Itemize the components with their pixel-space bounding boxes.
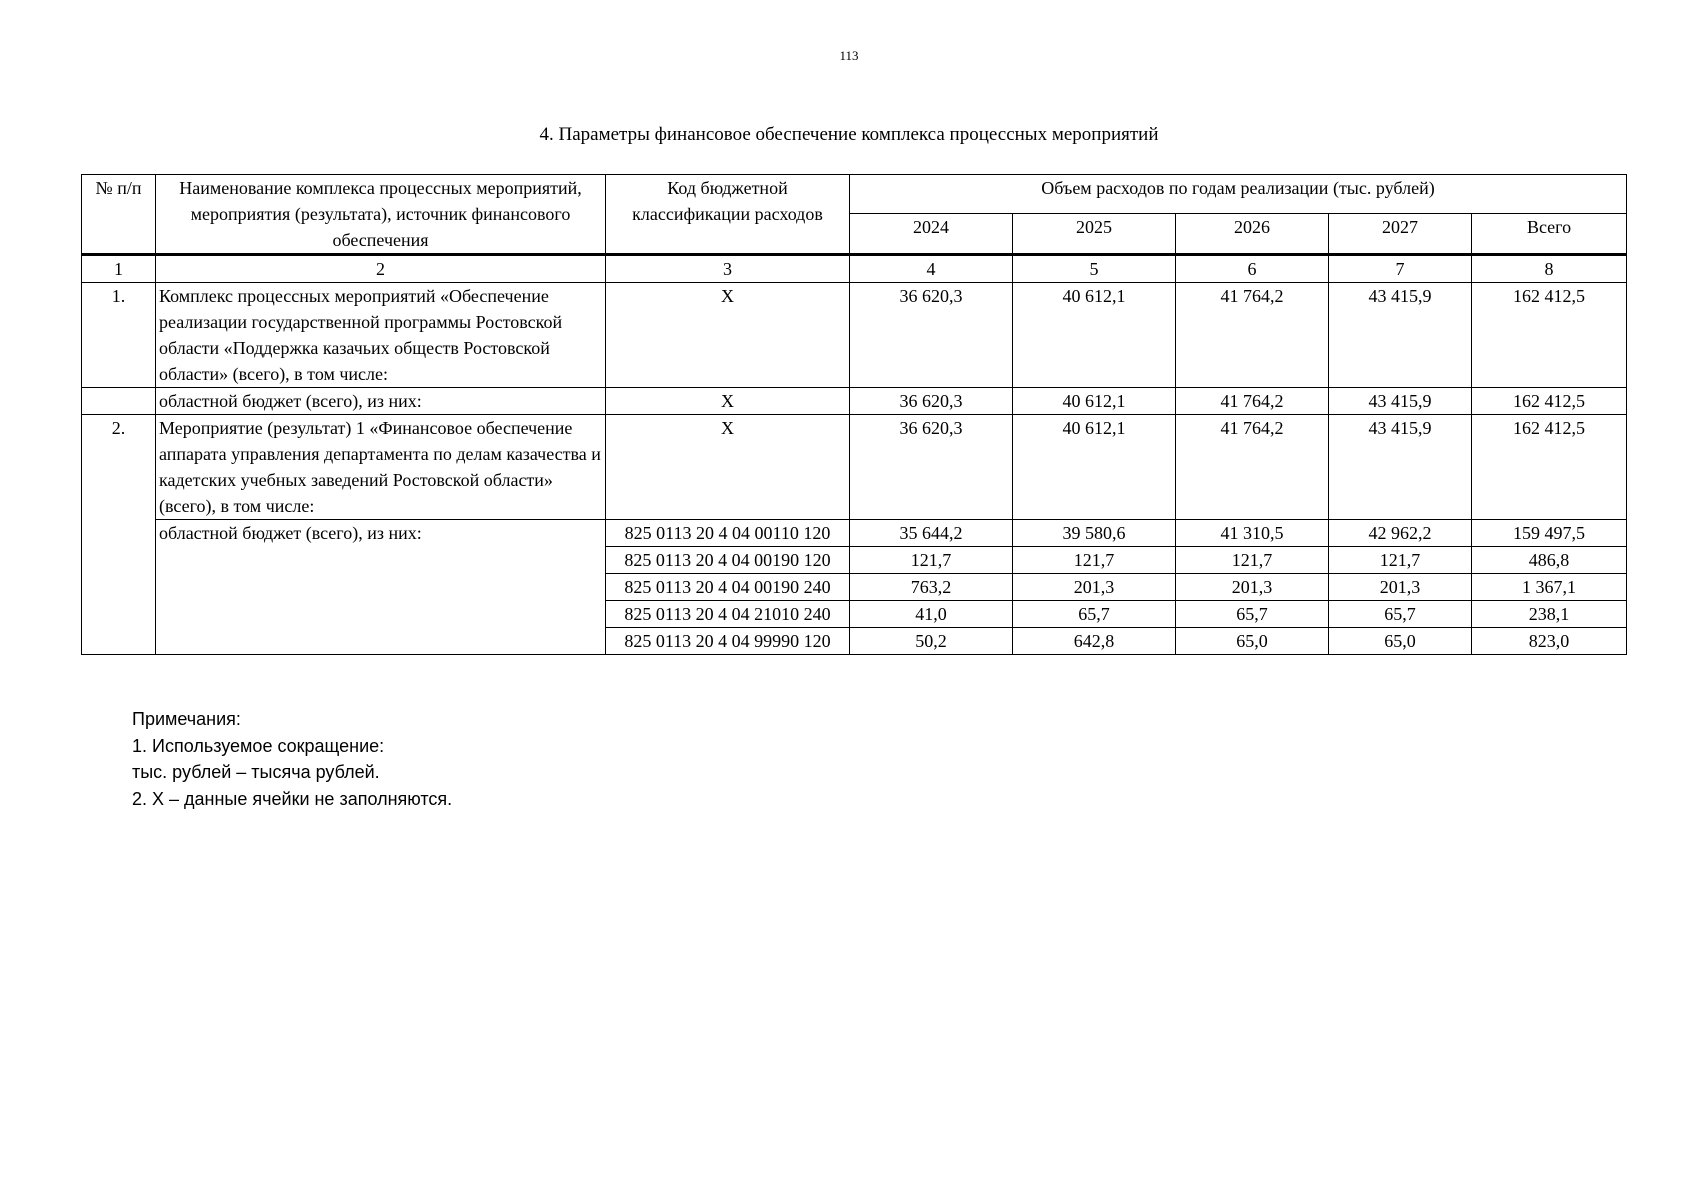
value-2025: 642,8: [1013, 628, 1176, 655]
note-line: тыс. рублей – тысяча рублей.: [132, 762, 380, 782]
row-number: 2.: [82, 415, 156, 655]
row-name: Комплекс процессных мероприятий «Обеспечение реализации государственной программы Ростовской области «Поддержка казачьих обществ Ростовской области» (всего), в том числе:: [156, 283, 606, 388]
header-volume: Объем расходов по годам реализации (тыс. рублей): [850, 175, 1627, 214]
value-2026: 41 764,2: [1176, 415, 1329, 520]
value-2027: 43 415,9: [1329, 415, 1472, 520]
value-2027: 43 415,9: [1329, 283, 1472, 388]
value-2024: 36 620,3: [850, 283, 1013, 388]
header-code: Код бюджетной классификации расходов: [606, 175, 850, 255]
column-number: 5: [1013, 255, 1176, 283]
table-row: [82, 520, 1627, 547]
value-2024: 36 620,3: [850, 415, 1013, 520]
value-2025: 40 612,1: [1013, 388, 1176, 415]
note-line: 1. Используемое сокращение:: [132, 735, 385, 756]
row-code: 825 0113 20 4 04 00110 120: [606, 520, 850, 547]
value-2024: 50,2: [850, 628, 1013, 655]
column-number: 3: [606, 255, 850, 283]
value-2024: 36 620,3: [850, 388, 1013, 415]
value-2025: 40 612,1: [1013, 415, 1176, 520]
header-row: [82, 175, 1627, 214]
row-name: областной бюджет (всего), из них:: [156, 520, 606, 655]
value-2025: 121,7: [1013, 547, 1176, 574]
row-name: Мероприятие (результат) 1 «Финансовое обеспечение аппарата управления департамента по делам казачества и кадетских учебных заведений Ростовской области» (всего), в том числе:: [156, 415, 606, 520]
value-2027: 43 415,9: [1329, 388, 1472, 415]
value-total: 159 497,5: [1472, 520, 1627, 547]
value-2026: 41 764,2: [1176, 283, 1329, 388]
value-2025: 201,3: [1013, 574, 1176, 601]
value-total: 823,0: [1472, 628, 1627, 655]
value-2026: 65,0: [1176, 628, 1329, 655]
value-2025: 40 612,1: [1013, 283, 1176, 388]
value-2026: 201,3: [1176, 574, 1329, 601]
column-number: 6: [1176, 255, 1329, 283]
value-2025: 65,7: [1013, 601, 1176, 628]
table-row: [82, 415, 1627, 520]
column-number: 7: [1329, 255, 1472, 283]
header-total: Всего: [1472, 214, 1627, 255]
note-line: 2. Х – данные ячейки не заполняются.: [132, 788, 453, 809]
header-year-2025: 2025: [1013, 214, 1176, 255]
table-row: [82, 388, 1627, 415]
header-year-2024: 2024: [850, 214, 1013, 255]
row-code: Х: [606, 283, 850, 388]
value-total: 1 367,1: [1472, 574, 1627, 601]
header-num: № п/п: [82, 175, 156, 255]
row-number: [82, 388, 156, 415]
value-2027: 65,7: [1329, 601, 1472, 628]
value-2025: 39 580,6: [1013, 520, 1176, 547]
value-total: 238,1: [1472, 601, 1627, 628]
table-row: [82, 283, 1627, 388]
row-code: Х: [606, 415, 850, 520]
header-name: Наименование комплекса процессных мероприятий, мероприятия (результата), источник финансового обеспечения: [156, 175, 606, 255]
value-2026: 121,7: [1176, 547, 1329, 574]
row-number: 1.: [82, 283, 156, 388]
row-code: 825 0113 20 4 04 00190 240: [606, 574, 850, 601]
table-title: 4. Параметры финансовое обеспечение комплекса процессных мероприятий: [539, 124, 1159, 145]
row-name: областной бюджет (всего), из них:: [156, 388, 606, 415]
page-number: 113: [839, 48, 859, 63]
value-2024: 41,0: [850, 601, 1013, 628]
notes-heading: Примечания:: [132, 709, 241, 729]
header-year-2027: 2027: [1329, 214, 1472, 255]
value-2026: 65,7: [1176, 601, 1329, 628]
notes: [132, 706, 452, 812]
row-code: 825 0113 20 4 04 00190 120: [606, 547, 850, 574]
header-year-2026: 2026: [1176, 214, 1329, 255]
value-2026: 41 310,5: [1176, 520, 1329, 547]
row-code: 825 0113 20 4 04 21010 240: [606, 601, 850, 628]
value-total: 162 412,5: [1472, 415, 1627, 520]
value-2024: 35 644,2: [850, 520, 1013, 547]
value-total: 162 412,5: [1472, 388, 1627, 415]
value-2027: 42 962,2: [1329, 520, 1472, 547]
column-number: 1: [82, 255, 156, 283]
column-number: 4: [850, 255, 1013, 283]
row-code: Х: [606, 388, 850, 415]
value-2027: 121,7: [1329, 547, 1472, 574]
column-number: 8: [1472, 255, 1627, 283]
value-2026: 41 764,2: [1176, 388, 1329, 415]
financing-table: [81, 174, 1627, 655]
value-2024: 763,2: [850, 574, 1013, 601]
value-total: 162 412,5: [1472, 283, 1627, 388]
value-2024: 121,7: [850, 547, 1013, 574]
value-total: 486,8: [1472, 547, 1627, 574]
row-code: 825 0113 20 4 04 99990 120: [606, 628, 850, 655]
column-number-row: [82, 255, 1627, 283]
value-2027: 65,0: [1329, 628, 1472, 655]
column-number: 2: [156, 255, 606, 283]
value-2027: 201,3: [1329, 574, 1472, 601]
